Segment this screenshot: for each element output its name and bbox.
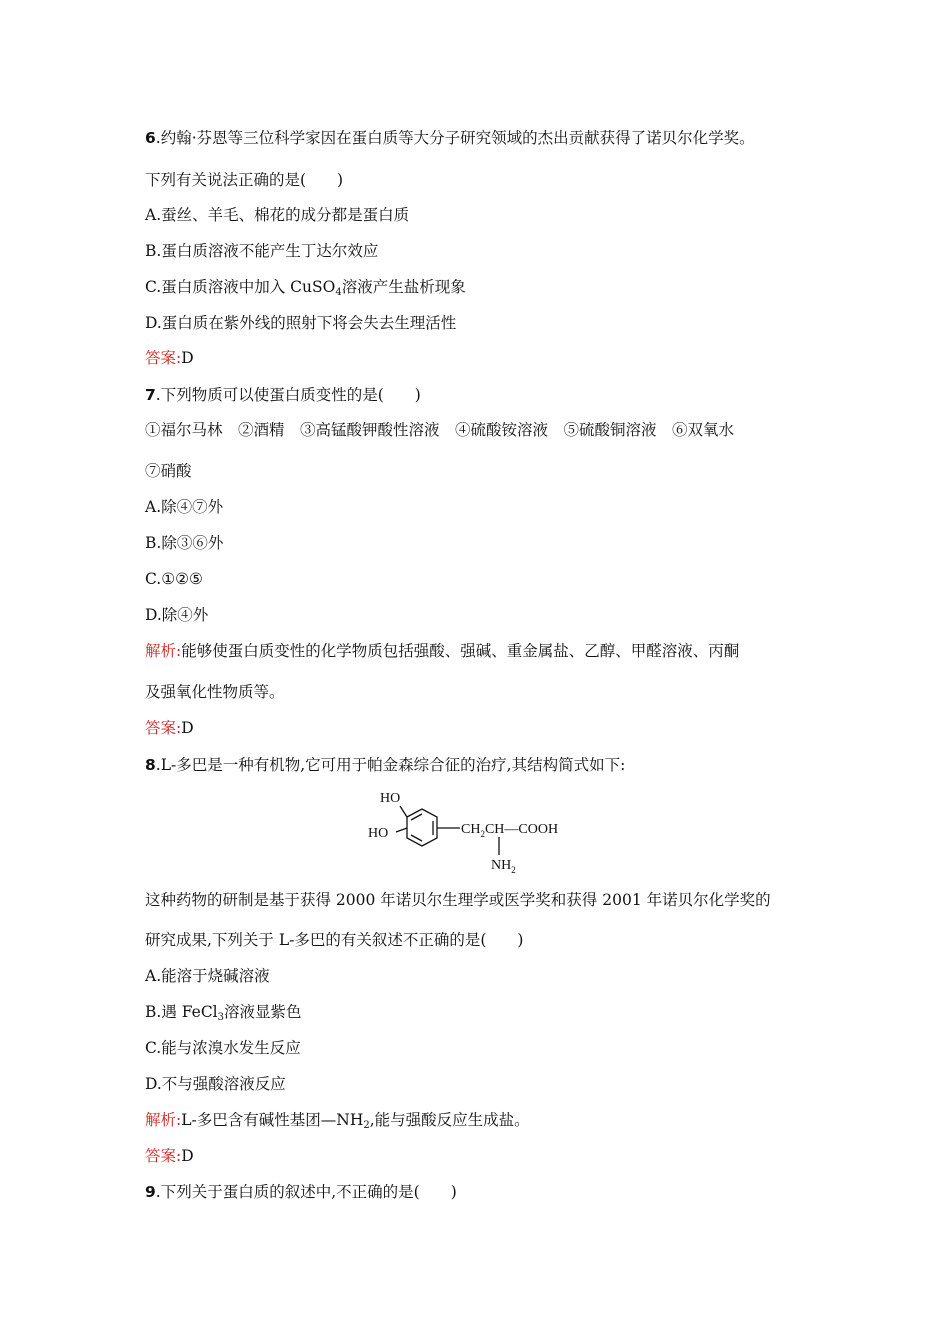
q7-option-c: C.①②⑤ <box>145 570 203 588</box>
q8-stem: 8.L-多巴是一种有机物,它可用于帕金森综合征的治疗,其结构简式如下: <box>145 756 626 774</box>
answer-label: 答案: <box>145 349 182 367</box>
q7-analysis-line2: 及强氧化性物质等。 <box>145 683 285 701</box>
q7-analysis-line1: 解析:能够使蛋白质变性的化学物质包括强酸、强碱、重金属盐、乙醇、甲醛溶液、丙酮 <box>145 642 740 660</box>
q8-stem-line2: 这种药物的研制是基于获得 2000 年诺贝尔生理学或医学奖和获得 2001 年诺贝尔化学奖的 <box>145 891 771 909</box>
l-dopa-structure-diagram <box>360 785 600 880</box>
q6-option-a: A.蚕丝、羊毛、棉花的成分都是蛋白质 <box>145 206 410 224</box>
q7-items-line1: ①福尔马林 ②酒精 ③高锰酸钾酸性溶液 ④硫酸铵溶液 ⑤硫酸铜溶液 ⑥双氧水 <box>145 421 735 439</box>
q6-stem-line1 <box>145 128 755 148</box>
q6-stem-text: .约翰·芬恩等三位科学家因在蛋白质等大分子研究领域的杰出贡献获得了诺贝尔化学奖。 <box>155 129 755 147</box>
analysis-label: 解析: <box>145 642 182 660</box>
q8-option-d: D.不与强酸溶液反应 <box>145 1075 286 1093</box>
q9-stem: 9.下列关于蛋白质的叙述中,不正确的是( ) <box>145 1183 457 1201</box>
q6-answer <box>145 348 194 368</box>
inner-bond-3 <box>411 835 422 841</box>
q7-option-d: D.除④外 <box>145 606 209 624</box>
bond-top-ho <box>400 806 407 817</box>
answer-value: D <box>181 349 194 367</box>
structure-side-chain: $CH_2CH—COOH$ <box>461 822 559 839</box>
q8-answer <box>145 1146 194 1166</box>
inner-bond-1 <box>411 814 422 820</box>
structure-amine: $NH_2$ <box>491 858 516 875</box>
q7-items-line2: ⑦硝酸 <box>145 462 192 480</box>
q8-number: 8 <box>145 756 156 774</box>
q9-number: 9 <box>145 1183 156 1201</box>
q6-option-d: D.蛋白质在紫外线的照射下将会失去生理活性 <box>145 314 457 332</box>
q8-stem-line3: 研究成果,下列关于 L-多巴的有关叙述不正确的是( ) <box>145 931 524 949</box>
q6-option-c: C.蛋白质溶液中加入 CuSO$_4$溶液产生盐析现象 <box>145 278 466 298</box>
q8-analysis: 解析:L-多巴含有碱性基团$—NH_2$,能与强酸反应生成盐。 <box>145 1111 530 1131</box>
q7-option-a: A.除④⑦外 <box>145 498 224 516</box>
q7-option-b: B.除③⑥外 <box>145 534 224 552</box>
answer-label: 答案: <box>145 1147 182 1165</box>
q6-number: 6 <box>145 129 156 147</box>
q7-stem: 7.下列物质可以使蛋白质变性的是( ) <box>145 386 421 404</box>
q7-number: 7 <box>145 386 156 404</box>
answer-value: D <box>181 1147 194 1165</box>
structure-ho-top: HO <box>380 791 401 806</box>
answer-label: 答案: <box>145 719 182 737</box>
q6-stem-line2: 下列有关说法正确的是( ) <box>145 171 344 189</box>
q8-option-b: B.遇 FeCl$_3$溶液显紫色 <box>145 1003 302 1023</box>
q8-option-a: A.能溶于烧碱溶液 <box>145 967 270 985</box>
structure-ho-left: HO <box>368 826 389 841</box>
analysis-label: 解析: <box>145 1111 182 1129</box>
q8-option-c: C.能与浓溴水发生反应 <box>145 1039 301 1057</box>
q6-option-b: B.蛋白质溶液不能产生丁达尔效应 <box>145 242 379 260</box>
q7-answer <box>145 718 194 738</box>
answer-value: D <box>181 719 194 737</box>
bond-left-ho <box>396 828 407 832</box>
